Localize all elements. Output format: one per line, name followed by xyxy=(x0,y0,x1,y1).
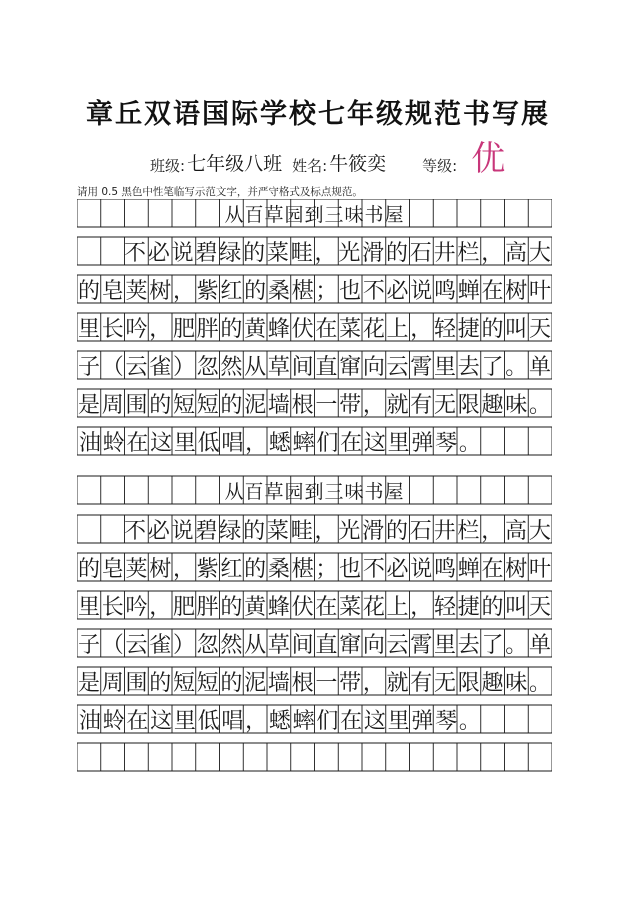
passage-2-title: 从百草园到三味书屋 xyxy=(224,480,405,503)
passage-1-line-1: 不 必 说 碧 绿 的 菜 畦 ， 光 滑 的 石 井 栏 ， 高 大 xyxy=(124,240,551,265)
handwriting-area xyxy=(77,199,552,790)
grade-label: 等级: xyxy=(422,157,458,175)
instruction-text: 请用 0.5 黑色中性笔临写示范文字，并严守格式及标点规范。 xyxy=(77,186,363,198)
info-row xyxy=(150,136,506,179)
passage-2-line-2: 的 皂 荚 树 ， 紫 红 的 桑 椹 ； 也 不 必 说 鸣 蝉 在 树 叶 xyxy=(78,556,551,581)
passage-1-line-6: 油 蛉 在 这 里 低 唱 ， 蟋 蟀 们 在 这 里 弹 琴 。 xyxy=(78,430,481,455)
passage-1-title: 从百草园到三味书屋 xyxy=(224,203,405,226)
writing-grid xyxy=(77,199,552,790)
passage-2-line-5: 是 周 围 的 短 短 的 泥 墙 根 一 带 ， 就 有 无 限 趣 味 。 xyxy=(78,670,551,695)
passage-1-line-5: 是 周 围 的 短 短 的 泥 墙 根 一 带 ， 就 有 无 限 趣 味 。 xyxy=(78,392,551,417)
name-value: 牛筱奕 xyxy=(329,153,387,175)
passage-2-line-1: 不 必 说 碧 绿 的 菜 畦 ， 光 滑 的 石 井 栏 ， 高 大 xyxy=(124,518,551,543)
grade-value: 优 xyxy=(471,139,506,179)
passage-2-line-6: 油 蛉 在 这 里 低 唱 ， 蟋 蟀 们 在 这 里 弹 琴 。 xyxy=(78,708,481,733)
name-label: 姓名: xyxy=(292,157,328,175)
passage-2-line-4: 子 （ 云 雀 ） 忽 然 从 草 间 直 窜 向 云 霄 里 去 了 。 单 xyxy=(78,632,551,657)
passage-1-line-4: 子 （ 云 雀 ） 忽 然 从 草 间 直 窜 向 云 霄 里 去 了 。 单 xyxy=(78,354,551,379)
class-value: 七年级八班 xyxy=(187,153,283,175)
passage-1-line-3: 里 长 吟 ， 肥 胖 的 黄 蜂 伏 在 菜 花 上 ， 轻 捷 的 叫 天 xyxy=(78,316,551,341)
page-title: 章丘双语国际学校七年级规范书写展 xyxy=(86,99,550,130)
passage-1-line-2: 的 皂 荚 树 ， 紫 红 的 桑 椹 ； 也 不 必 说 鸣 蝉 在 树 叶 xyxy=(78,278,551,303)
class-label: 班级: xyxy=(150,157,186,175)
passage-2-line-3: 里 长 吟 ， 肥 胖 的 黄 蜂 伏 在 菜 花 上 ， 轻 捷 的 叫 天 xyxy=(78,594,551,619)
